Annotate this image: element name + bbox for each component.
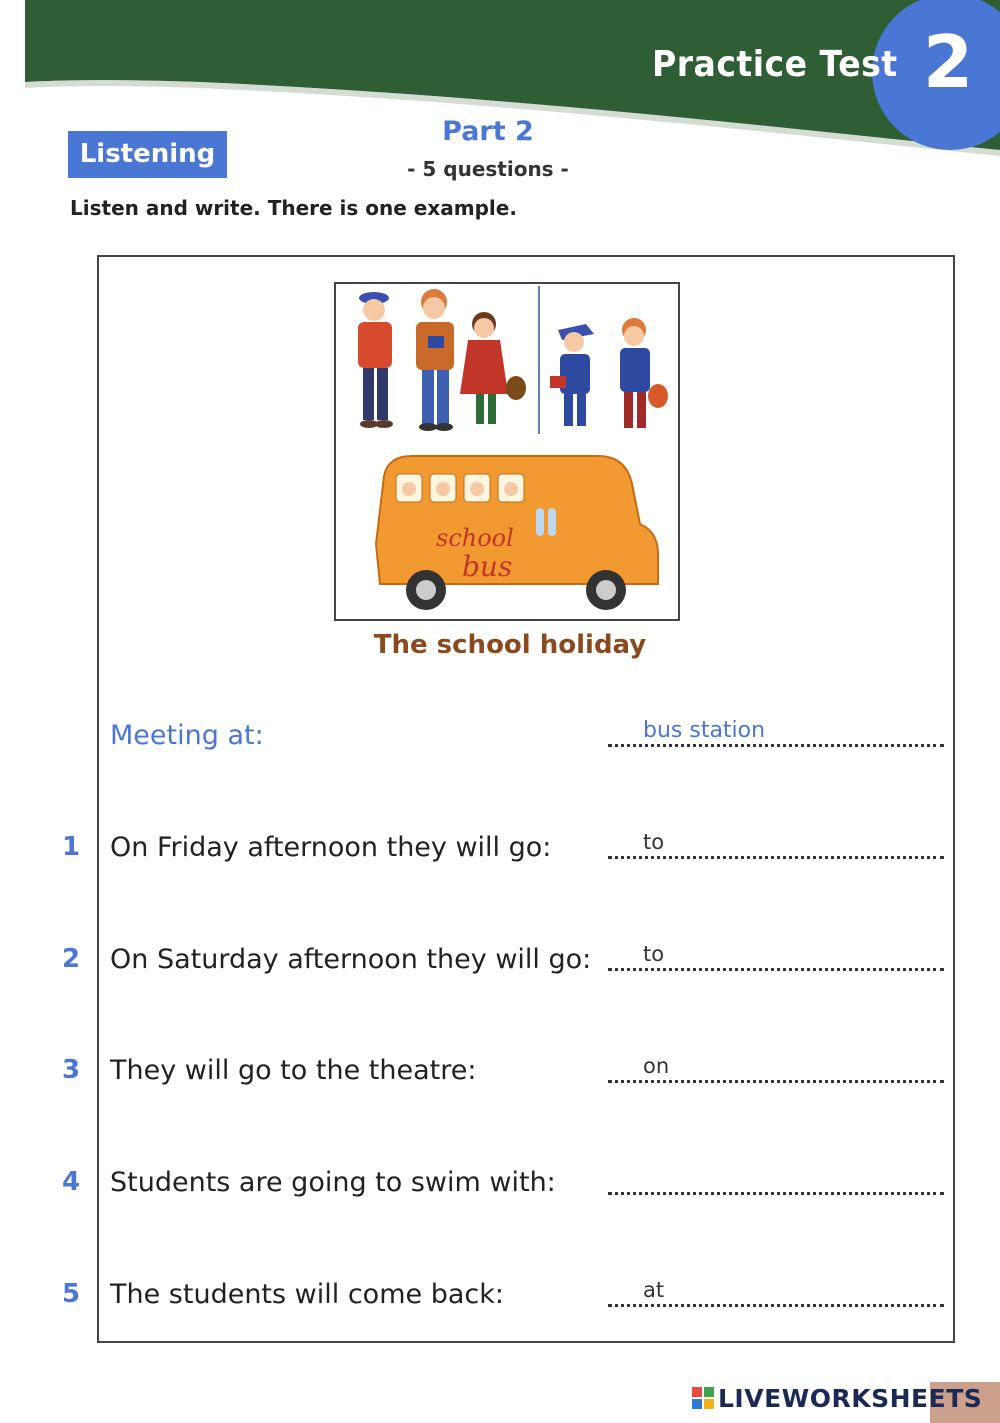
- liveworksheets-icon: [692, 1386, 714, 1415]
- example-answer: bus station: [643, 718, 766, 743]
- illustration-picture: [334, 282, 680, 621]
- part-title: Part 2: [442, 116, 534, 147]
- question-prompt: On Saturday afternoon they will go:: [110, 944, 592, 975]
- question-number: 1: [62, 832, 81, 862]
- question-prompt: The students will come back:: [110, 1279, 504, 1310]
- child-figure-1: [358, 292, 393, 428]
- answer-prefix: on: [643, 1054, 670, 1078]
- illustration-caption: The school holiday: [373, 630, 647, 660]
- question-number: 2: [62, 944, 81, 974]
- child-figure-4: [550, 324, 594, 426]
- answer-prefix: at: [643, 1278, 665, 1302]
- answer-prefix: to: [643, 942, 665, 966]
- question-prompt: On Friday afternoon they will go:: [110, 832, 552, 863]
- question-prompt: They will go to the theatre:: [110, 1055, 477, 1086]
- question-number: 3: [62, 1055, 81, 1085]
- child-figure-5: [620, 318, 668, 428]
- practice-test-title: Practice Test: [652, 44, 898, 85]
- child-figure-2: [416, 289, 454, 431]
- section-badge: Listening: [68, 131, 227, 178]
- instruction-text: Listen and write. There is one example.: [70, 196, 517, 220]
- bus-label-school: school: [436, 524, 514, 552]
- question-count: - 5 questions -: [407, 157, 569, 181]
- answer-line[interactable]: [608, 1192, 944, 1195]
- question-number: 5: [62, 1279, 81, 1309]
- example-prompt: Meeting at:: [110, 720, 264, 751]
- bus-label-bus: bus: [462, 550, 513, 583]
- school-bus-picture: [376, 456, 658, 610]
- test-number: 2: [922, 20, 974, 104]
- answer-line[interactable]: [608, 856, 944, 859]
- question-number: 4: [62, 1167, 81, 1197]
- question-prompt: Students are going to swim with:: [110, 1167, 556, 1198]
- liveworksheets-brand: LIVEWORKSHEETS: [718, 1384, 983, 1413]
- answer-line[interactable]: [608, 1080, 944, 1083]
- liveworksheets-logo[interactable]: [692, 1384, 982, 1415]
- answer-prefix: to: [643, 830, 665, 854]
- answer-line[interactable]: [608, 968, 944, 971]
- answer-line[interactable]: [608, 1304, 944, 1307]
- child-figure-3: [460, 312, 526, 424]
- example-answer-line: [608, 744, 944, 747]
